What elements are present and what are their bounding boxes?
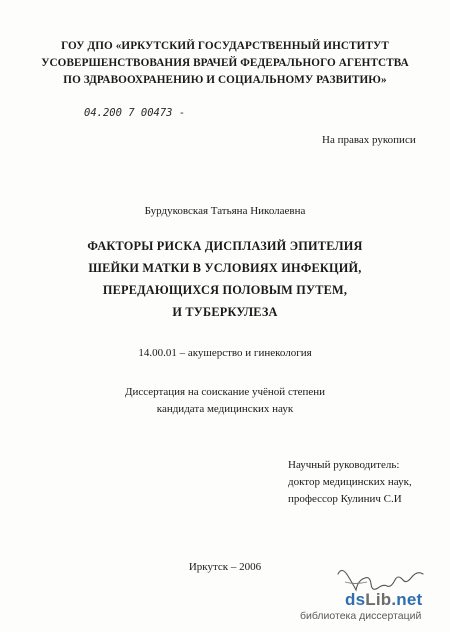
watermark-brand [345, 590, 422, 610]
institution-line-1: ГОУ ДПО «ИРКУТСКИЙ ГОСУДАРСТВЕННЫЙ ИНСТИТУТ [61, 40, 389, 52]
registration-stamp: 04.200 7 00473 - [84, 107, 186, 119]
title-line-2: ШЕЙКИ МАТКИ В УСЛОВИЯХ ИНФЕКЦИЙ, [88, 261, 362, 275]
supervisor-name: профессор Кулинич С.И [288, 493, 402, 505]
watermark-subtitle: библиотека диссертаций [300, 610, 422, 622]
dissertation-line-2: кандидата медицинских наук [156, 403, 294, 415]
supervisor-label: Научный руководитель: [288, 459, 400, 471]
title-line-4: И ТУБЕРКУЛЕЗА [172, 305, 278, 319]
institution-line-3: ПО ЗДРАВООХРАНЕНИЮ И СОЦИАЛЬНОМУ РАЗВИТИЮ» [63, 74, 387, 86]
author-name: Бурдуковская Татьяна Николаевна [144, 205, 306, 217]
manuscript-note: На правах рукописи [322, 134, 416, 146]
city-year: Иркутск – 2006 [188, 561, 262, 573]
specialty-code: 14.00.01 – акушерство и гинекология [138, 347, 312, 359]
institution-line-2: УСОВЕРШЕНСТВОВАНИЯ ВРАЧЕЙ ФЕДЕРАЛЬНОГО АГЕНТСТВА [41, 57, 409, 69]
supervisor-degree: доктор медицинских наук, [288, 476, 412, 488]
dissertation-line-1: Диссертация на соискание учёной степени [124, 386, 326, 398]
title-line-3: ПЕРЕДАЮЩИХСЯ ПОЛОВЫМ ПУТЕМ, [102, 283, 348, 297]
title-line-1: ФАКТОРЫ РИСКА ДИСПЛАЗИЙ ЭПИТЕЛИЯ [87, 239, 363, 253]
watermark-brand-text: dsLib.net [345, 590, 423, 609]
